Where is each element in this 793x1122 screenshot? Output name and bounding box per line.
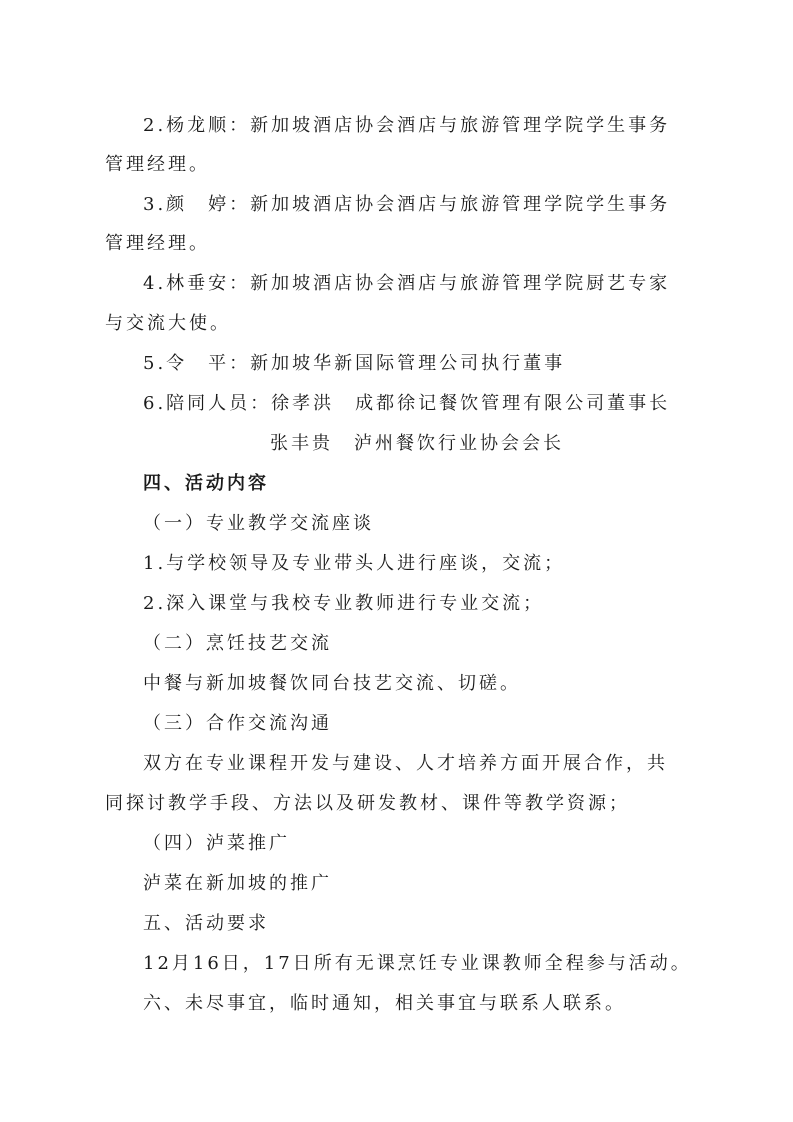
- subsection-3-body-line-1: 双方在专业课程开发与建设、人才培养方面开展合作，共: [143, 753, 668, 774]
- member-3-line-2: 管理经理。: [105, 233, 210, 254]
- subsection-1-item-1: 1.与学校领导及专业带头人进行座谈，交流；: [143, 553, 566, 574]
- member-3-line-1: 3.颜 婷：新加坡酒店协会酒店与旅游管理学院学生事务: [143, 194, 671, 215]
- accompany-line-2: 张丰贵 泸州餐饮行业协会会长: [270, 433, 564, 454]
- accompany-line-1: 6.陪同人员：徐孝洪 成都徐记餐饮管理有限公司董事长: [143, 393, 671, 414]
- member-5-line: 5.令 平：新加坡华新国际管理公司执行董事: [143, 353, 566, 374]
- subsection-4-heading: （四）泸菜推广: [143, 833, 290, 854]
- section-5-heading: 五、活动要求: [143, 913, 269, 934]
- subsection-4-body: 泸菜在新加坡的推广: [143, 873, 332, 894]
- subsection-3-heading: （三）合作交流沟通: [143, 713, 332, 734]
- subsection-2-heading: （二）烹饪技艺交流: [143, 633, 332, 654]
- section-4-heading: 四、活动内容: [143, 473, 269, 494]
- member-4-line-2: 与交流大使。: [105, 313, 231, 334]
- subsection-1-heading: （一）专业教学交流座谈: [143, 513, 374, 534]
- section-5-body: 12月16日，17日所有无课烹饪专业课教师全程参与活动。: [143, 953, 692, 974]
- member-4-line-1: 4.林垂安：新加坡酒店协会酒店与旅游管理学院厨艺专家: [143, 273, 671, 294]
- section-6-line: 六、未尽事宜，临时通知，相关事宜与联系人联系。: [143, 993, 626, 1014]
- member-2-line-2: 管理经理。: [105, 154, 210, 175]
- subsection-2-body: 中餐与新加坡餐饮同台技艺交流、切磋。: [143, 673, 521, 694]
- subsection-1-item-2: 2.深入课堂与我校专业教师进行专业交流；: [143, 593, 545, 614]
- subsection-3-body-line-2: 同探讨教学手段、方法以及研发教材、课件等教学资源；: [105, 793, 630, 814]
- member-2-line-1: 2.杨龙顺：新加坡酒店协会酒店与旅游管理学院学生事务: [143, 115, 671, 136]
